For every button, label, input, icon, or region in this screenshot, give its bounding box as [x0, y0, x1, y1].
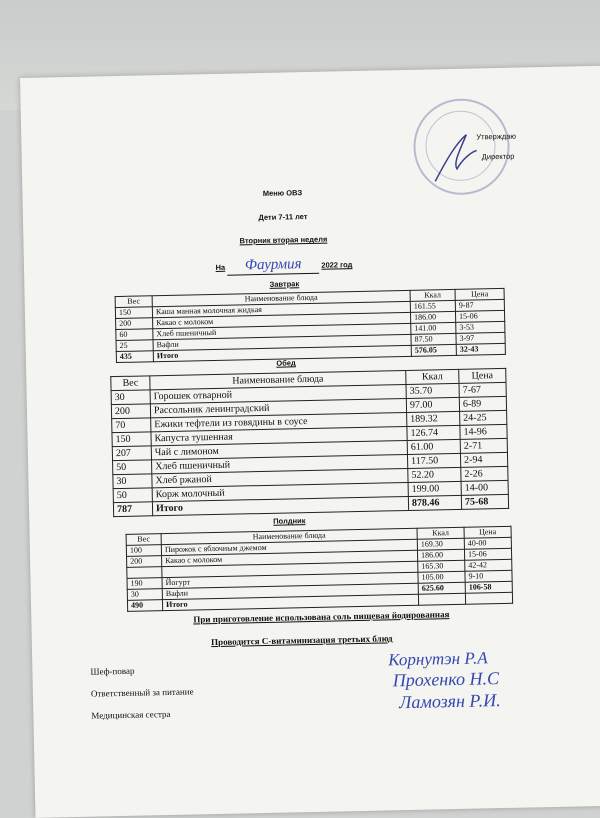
cell-kcal: 625.60 [418, 582, 465, 594]
director-label: Директор [481, 151, 515, 162]
signature-responsible: Прохенко Н.С [392, 668, 500, 691]
cell-kcal: 105.00 [418, 571, 465, 583]
cell-name: Пирожок с яблочным джемом [161, 539, 417, 555]
cell-kcal: 186.00 [410, 311, 455, 323]
col-weight: Вес [126, 534, 161, 546]
cell-name: Вафли [153, 334, 411, 350]
cell-weight: 70 [112, 418, 151, 433]
cell-name: Горошек отварной [150, 384, 406, 403]
cell-kcal: 126.74 [407, 425, 460, 440]
cell-name: Корж молочный [152, 482, 408, 501]
col-kcal: Ккал [406, 369, 459, 384]
cell-price: 3-53 [456, 321, 505, 333]
cell-weight: 200 [127, 556, 162, 568]
date-handwritten: Фаурмия [227, 256, 319, 276]
vitamin-note-text: Проводится С-витаминизация третьих блюд [211, 633, 393, 648]
cell-kcal: 165.30 [418, 560, 465, 572]
cell-kcal: 87.50 [411, 333, 456, 345]
cell-price: 2-94 [460, 452, 507, 467]
cell-weight: 30 [113, 474, 152, 489]
cell-price: 2-71 [460, 438, 507, 453]
total-label: Итого [153, 345, 411, 361]
snack-title: Полдник [273, 516, 306, 526]
cell-weight: 200 [111, 404, 150, 419]
cell-name: Йогурт [162, 572, 418, 588]
breakfast-table [115, 288, 506, 363]
cell-price: 15-06 [455, 310, 504, 322]
total-price: 75-68 [461, 494, 508, 509]
total-kcal [418, 593, 465, 605]
day-label: Вторник вторая неделя [239, 234, 328, 246]
cell-weight: 50 [113, 460, 152, 475]
cell-weight: 100 [126, 545, 161, 557]
cell-price: 106-58 [465, 581, 512, 593]
cell-kcal: 117.50 [407, 453, 460, 468]
cell-price: 42-42 [465, 559, 512, 571]
col-kcal: Ккал [417, 527, 464, 539]
lunch-table [110, 368, 509, 517]
cell-weight: 150 [115, 307, 152, 319]
cell-name: Чай с лимоном [151, 440, 407, 459]
cell-price: 9-10 [465, 570, 512, 582]
cell-name: Капуста тушенная [151, 426, 407, 445]
salt-note-text: При приготовление использована соль пищевая йодированная [193, 609, 450, 625]
total-kcal: 576.05 [411, 344, 456, 356]
cell-kcal: 186.00 [417, 549, 464, 561]
total-weight: 787 [113, 502, 152, 517]
col-price: Цена [464, 526, 511, 538]
cell-weight: 30 [111, 390, 150, 405]
cell-kcal: 199.00 [408, 481, 461, 496]
approve-label: Утверждаю [476, 131, 517, 142]
cell-kcal: 161.55 [410, 300, 455, 312]
cell-kcal: 52.20 [408, 467, 461, 482]
col-price: Цена [455, 288, 504, 300]
cell-price: 15-06 [464, 548, 511, 560]
cell-weight: 150 [112, 432, 151, 447]
cell-name: Хлеб пшеничный [153, 323, 411, 339]
cell-weight: 200 [116, 318, 153, 330]
total-label: Итого [152, 496, 408, 515]
cell-weight [127, 567, 162, 579]
cell-kcal: 169.30 [417, 538, 464, 550]
total-weight: 490 [127, 600, 162, 612]
age-group: Дети 7-11 лет [258, 212, 308, 223]
cell-weight: 50 [113, 488, 152, 503]
cell-price: 14-96 [460, 424, 507, 439]
cell-weight: 60 [116, 329, 153, 341]
col-weight: Вес [111, 376, 150, 391]
cell-name: Ежики тефтели из говядины в соусе [151, 412, 407, 431]
role-responsible: Ответственный за питание [90, 686, 194, 699]
cell-name: Каша манная молочная жидкая [152, 301, 410, 317]
signature-chef: Корнутэн Р.А [388, 648, 488, 670]
cell-kcal: 35.70 [406, 383, 459, 398]
cell-name: Хлеб ржаной [152, 468, 408, 487]
cell-weight: 190 [127, 578, 162, 590]
cell-kcal: 189.32 [407, 411, 460, 426]
total-weight: 435 [116, 351, 153, 363]
cell-weight: 207 [112, 446, 151, 461]
date-suffix: 2022 год [321, 260, 353, 270]
cell-price: 7-67 [459, 382, 506, 397]
cell-weight: 30 [127, 589, 162, 601]
col-price: Цена [459, 368, 506, 383]
cell-price: 2-26 [461, 466, 508, 481]
cell-kcal: 61.00 [407, 439, 460, 454]
cell-price: 6-89 [459, 396, 506, 411]
role-chef: Шеф-повар [90, 665, 135, 677]
breakfast-title: Завтрак [269, 279, 300, 289]
lunch-title: Обед [276, 358, 296, 368]
cell-price: 14-00 [461, 480, 508, 495]
cell-kcal: 97.00 [406, 397, 459, 412]
total-price: 32-43 [456, 343, 505, 355]
cell-name: Рассольник ленинградский [150, 398, 406, 417]
total-kcal: 878.46 [408, 495, 461, 510]
vitamin-note [72, 630, 532, 650]
menu-sheet [20, 65, 600, 817]
cell-price: 9-87 [455, 299, 504, 311]
col-kcal: Ккал [410, 289, 455, 301]
cell-name: Хлеб пшеничный [152, 454, 408, 473]
cell-price: 3-97 [456, 332, 505, 344]
cell-name: Какао с молоком [162, 550, 418, 566]
role-nurse: Медицинская сестра [91, 708, 171, 721]
col-name: Наименование блюда [161, 528, 417, 544]
signature-nurse: Ламозян Р.И. [398, 690, 501, 713]
cell-name: Вафли [162, 583, 418, 599]
menu-title: Меню ОВЗ [262, 188, 303, 198]
col-name: Наименование блюда [152, 290, 410, 306]
cell-weight: 25 [116, 340, 153, 352]
snack-table [126, 526, 514, 612]
cell-price: 40-00 [464, 537, 511, 549]
col-name: Наименование блюда [150, 370, 406, 389]
total-price [465, 592, 512, 604]
date-prefix: На [215, 262, 226, 272]
col-weight: Вес [115, 296, 152, 308]
cell-kcal: 141.00 [411, 322, 456, 334]
total-label: Итого [162, 594, 418, 610]
cell-name: Какао с молоком [153, 312, 411, 328]
cell-price: 24-25 [460, 410, 507, 425]
